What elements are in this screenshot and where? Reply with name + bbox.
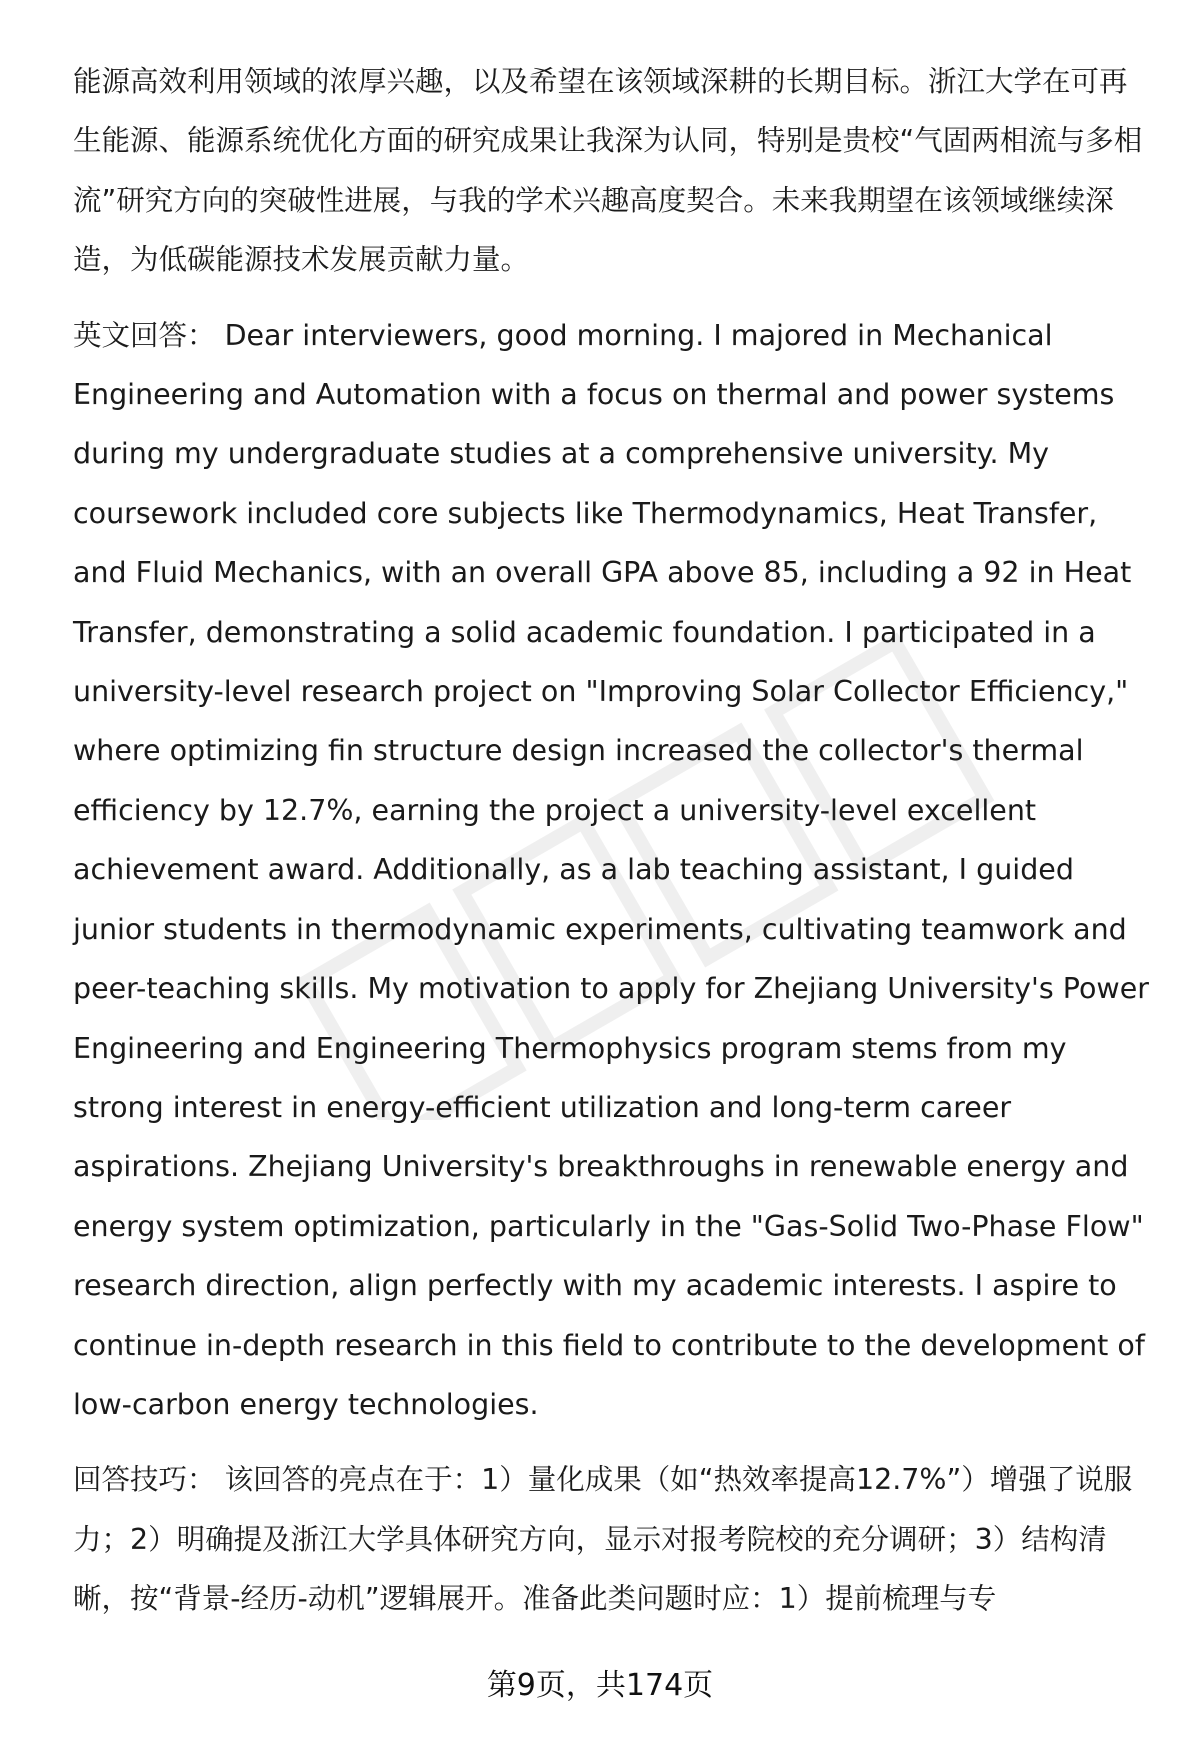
english-answer-label: 英文回答：: [73, 318, 216, 352]
document-body: [73, 52, 1153, 1629]
answer-tips-label: 回答技巧：: [73, 1463, 216, 1497]
english-answer-text: Dear interviewers, good morning. I majored in Mechanical Engineering and Automation with a focus on thermal and power systems during my undergraduate studies at a comprehensive university. My coursework included core subjects like Thermodynamics, Heat Transfer, and Fluid Mechanics, with an overall GPA above 85, including a 92 in Heat Transfer, demonstrating a solid academic foundation. I participated in a university-level research project on "Improving Solar Collector Efficiency," where optimizing fin structure design increased the collector's thermal efficiency by 12.7%, earning the project a university-level excellent achievement award. Additionally, as a lab teaching assistant, I guided junior students in thermodynamic experiments, cultivating teamwork and peer-teaching skills. My motivation to apply for Zhejiang University's Power Engineering and Engineering Thermophysics program stems from my strong interest in energy-efficient utilization and long-term career aspirations. Zhejiang University's breakthroughs in renewable energy and energy system optimization, particularly in the "Gas-Solid Two-Phase Flow" research direction, align perfectly with my academic interests. I aspire to continue in-depth research in this field to contribute to the development of low-carbon energy technologies.: [73, 318, 1149, 1421]
page-footer: 第9页，共174页: [486, 1668, 714, 1703]
answer-tips-text: 该回答的亮点在于：1）量化成果（如“热效率提高12.7%”）增强了说服力；2）明确提及浙江大学具体研究方向，显示对报考院校的充分调研；3）结构清晰，按“背景-经历-动机”逻辑展开。准备此类问题时应：1）提前梳理与专: [73, 1463, 1133, 1616]
english-answer-paragraph: [73, 306, 1153, 1435]
chinese-answer-continuation: 能源高效利用领域的浓厚兴趣，以及希望在该领域深耕的长期目标。浙江大学在可再生能源、能源系统优化方面的研究成果让我深为认同，特别是贵校“气固两相流与多相流”研究方向的突破性进展，与我的学术兴趣高度契合。未来我期望在该领域继续深造，为低碳能源技术发展贡献力量。: [73, 65, 1143, 277]
answer-tips-paragraph: [73, 1450, 1153, 1628]
